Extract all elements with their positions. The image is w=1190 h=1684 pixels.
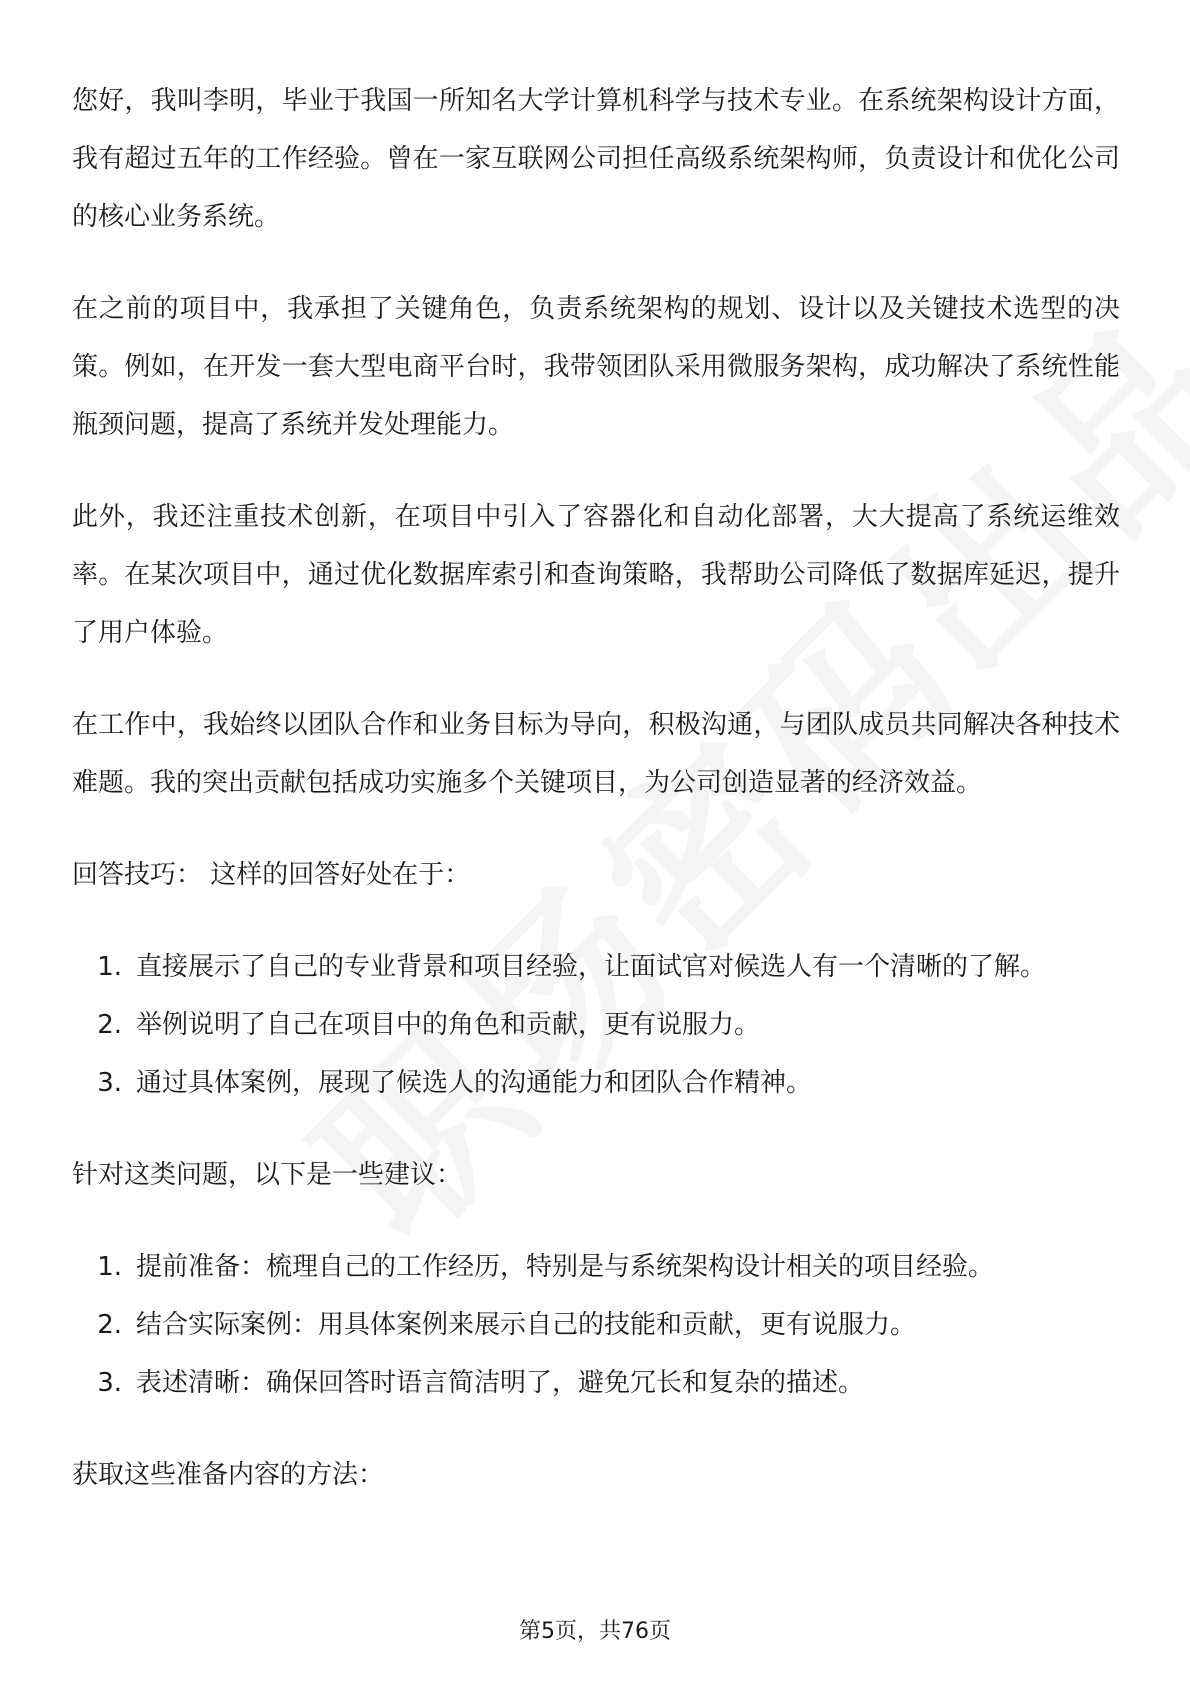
list-text: 举例说明了自己在项目中的角色和贡献，更有说服力。: [136, 1010, 761, 1040]
advice-list: [72, 1238, 1120, 1412]
list-item: [72, 1354, 1120, 1412]
list-number: 2.: [97, 1010, 122, 1040]
list-item: [72, 1054, 1120, 1112]
intro-paragraph-2: 在之前的项目中，我承担了关键角色，负责系统架构的规划、设计以及关键技术选型的决策。例如，在开发一套大型电商平台时，我带领团队采用微服务架构，成功解决了系统性能瓶颈问题，提高了系统并发处理能力。: [72, 294, 1120, 440]
closing-heading: 获取这些准备内容的方法：: [72, 1460, 385, 1490]
list-text: 表述清晰：确保回答时语言简洁明了，避免冗长和复杂的描述。: [136, 1368, 865, 1398]
intro-paragraph-4: 在工作中，我始终以团队合作和业务目标为导向，积极沟通，与团队成员共同解决各种技术难题。我的突出贡献包括成功实施多个关键项目，为公司创造显著的经济效益。: [72, 710, 1120, 798]
list-number: 2.: [97, 1310, 122, 1340]
list-item: [72, 938, 1120, 996]
list-item: [72, 1296, 1120, 1354]
intro-paragraph-3: 此外，我还注重技术创新，在项目中引入了容器化和自动化部署，大大提高了系统运维效率。在某次项目中，通过优化数据库索引和查询策略，我帮助公司降低了数据库延迟，提升了用户体验。: [72, 502, 1120, 648]
page-number-footer: 第5页，共76页: [519, 1619, 671, 1644]
list-number: 1.: [97, 1252, 122, 1282]
advice-heading: 针对这类问题，以下是一些建议：: [72, 1160, 463, 1190]
list-number: 1.: [97, 952, 122, 982]
list-number: 3.: [97, 1068, 122, 1098]
tips-list: [72, 938, 1120, 1112]
list-text: 直接展示了自己的专业背景和项目经验，让面试官对候选人有一个清晰的了解。: [136, 952, 1047, 982]
tips-heading: 回答技巧： 这样的回答好处在于：: [72, 860, 471, 890]
list-text: 通过具体案例，展现了候选人的沟通能力和团队合作精神。: [136, 1068, 813, 1098]
document-body: [72, 72, 1120, 1538]
list-text: 提前准备：梳理自己的工作经历，特别是与系统架构设计相关的项目经验。: [136, 1252, 995, 1282]
list-item: [72, 1238, 1120, 1296]
intro-paragraph-1: 您好，我叫李明，毕业于我国一所知名大学计算机科学与技术专业。在系统架构设计方面，我有超过五年的工作经验。曾在一家互联网公司担任高级系统架构师，负责设计和优化公司的核心业务系统。: [72, 86, 1120, 232]
list-number: 3.: [97, 1368, 122, 1398]
list-text: 结合实际案例：用具体案例来展示自己的技能和贡献，更有说服力。: [136, 1310, 917, 1340]
list-item: [72, 996, 1120, 1054]
